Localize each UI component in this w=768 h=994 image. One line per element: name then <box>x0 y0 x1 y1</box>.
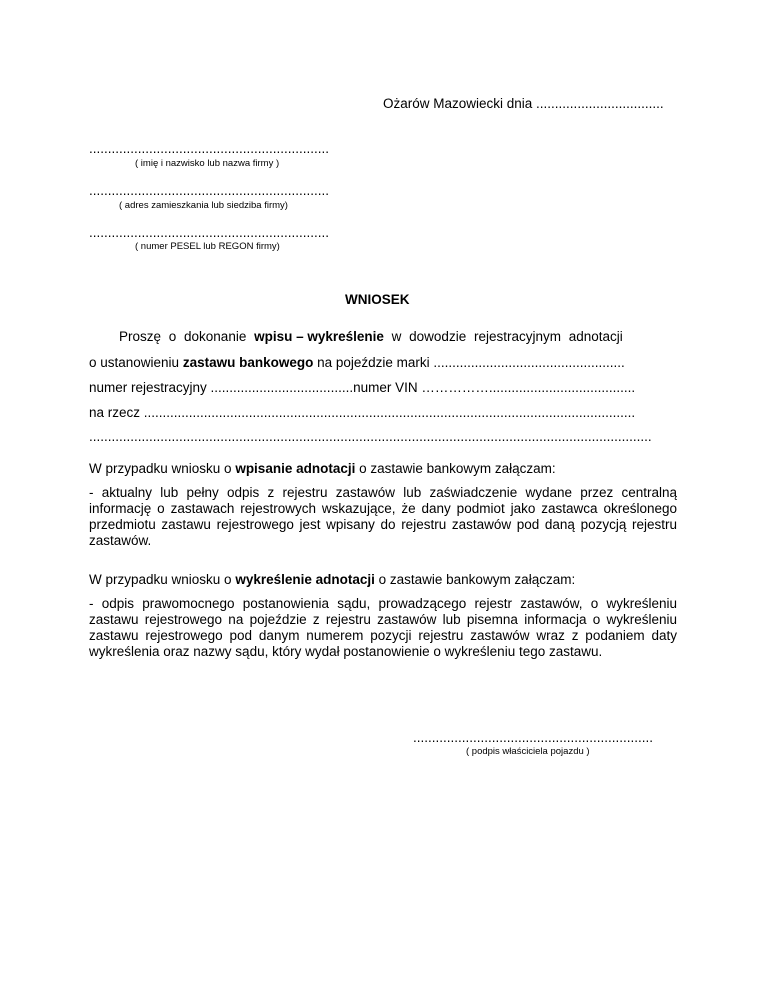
request-line-2-pre: o ustanowieniu <box>89 355 183 370</box>
request-line-1-pre: Proszę o dokonanie <box>119 329 255 344</box>
entry-heading-post: o zastawie bankowym załączam: <box>355 461 556 476</box>
signature-field[interactable]: ................................................................ <box>413 730 654 745</box>
applicant-address-field[interactable]: ................................................................ <box>89 183 330 198</box>
removal-heading-post: o zastawie bankowym załączam: <box>374 572 576 587</box>
applicant-name-caption: ( imię i nazwisko lub nazwa firmy ) <box>135 158 280 169</box>
request-line-1 <box>89 329 677 344</box>
removal-heading-pre: W przypadku wniosku o <box>89 572 236 587</box>
removal-section-body: - odpis prawomocnego postanowienia sądu, prowadzącego rejestr zastawów, o wykreśleniu zastawu rejestrowego na pojeździe z rejestru zastawów lub pisemna informacja o wykreśleniu zastawu rejestrowego pod danym numerem pozycji rejestru zastawów wraz z podaniem daty wykreślenia oraz nazwy sądu, który wydał postanowienie o wykreśleniu tego zastawu. <box>89 596 677 659</box>
entry-section-heading <box>89 461 556 476</box>
request-line-2-post[interactable]: na pojeździe marki ................................................... <box>313 355 625 370</box>
document-title: WNIOSEK <box>345 292 410 307</box>
request-line-4[interactable]: na rzecz ................................................................................................................................... <box>89 405 636 420</box>
removal-heading-bold: wykreślenie adnotacji <box>235 572 375 587</box>
request-line-1-post: w dowodzie rejestracyjnym adnotacji <box>383 329 623 344</box>
entry-heading-pre: W przypadku wniosku o <box>89 461 236 476</box>
request-line-2-bold: zastawu bankowego <box>182 355 314 370</box>
request-line-5[interactable]: ...................................................................................................................................................... <box>89 429 652 444</box>
request-line-3[interactable]: numer rejestracyjny ......................................numer VIN ……………....................................... <box>89 380 636 395</box>
request-line-1-bold: wpisu – wykreślenie <box>254 329 384 344</box>
applicant-name-field[interactable]: ................................................................ <box>89 141 330 156</box>
removal-section-heading <box>89 572 575 587</box>
entry-heading-bold: wpisanie adnotacji <box>235 461 356 476</box>
applicant-id-field[interactable]: ................................................................ <box>89 225 330 240</box>
applicant-address-caption: ( adres zamieszkania lub siedziba firmy) <box>119 200 288 211</box>
entry-section-body: - aktualny lub pełny odpis z rejestru zastawów lub zaświadczenie wydane przez centralną informację o zastawach rejestrowych wskazujące, że dany podmiot jako zastawca określonego przedmiotu zastawu rejestrowego jest wpisany do rejestru zastawów pod daną pozycją rejestru zastawów. <box>89 485 677 548</box>
signature-caption: ( podpis właściciela pojazdu ) <box>466 746 590 757</box>
applicant-id-caption: ( numer PESEL lub REGON firmy) <box>135 241 280 252</box>
place-date-line: Ożarów Mazowiecki dnia .................................. <box>383 96 664 111</box>
request-line-2 <box>89 355 625 370</box>
